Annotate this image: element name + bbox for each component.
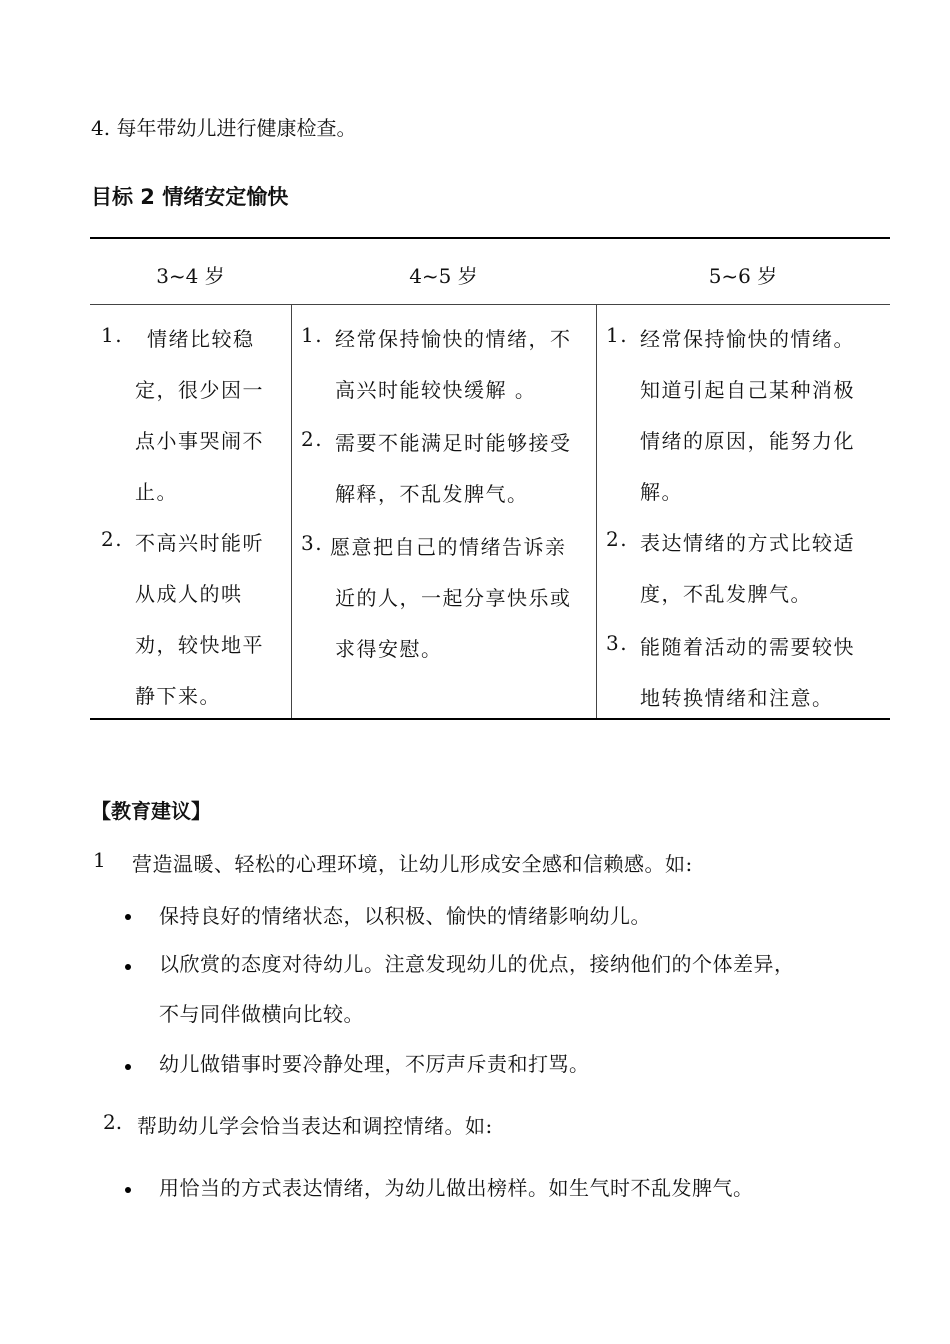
cell-text: 经常保持愉快的情绪。 — [640, 327, 855, 351]
advice-bullet: 幼儿做错事时要冷静处理，不厉声斥责和打骂。 — [159, 1052, 590, 1076]
header-age-3-4: 3~4 岁 — [156, 264, 225, 288]
cell-text: 经常保持愉快的情绪，不 — [335, 327, 572, 351]
table-bottom-rule — [90, 718, 890, 720]
cell-text: 地转换情绪和注意。 — [640, 686, 834, 710]
advice-section-number: 1 — [93, 848, 106, 872]
column-divider — [596, 304, 597, 718]
item-number: 3. — [606, 631, 629, 655]
cell-text: 能随着活动的需要较快 — [640, 635, 855, 659]
advice-bullet-continued: 不与同伴做横向比较。 — [159, 1002, 364, 1026]
advice-bullet: 保持良好的情绪状态，以积极、愉快的情绪影响幼儿。 — [159, 904, 651, 928]
cell-text: 静下来。 — [135, 684, 221, 708]
cell-text: 高兴时能较快缓解 。 — [335, 378, 537, 402]
advice-bullet: 用恰当的方式表达情绪，为幼儿做出榜样。如生气时不乱发脾气。 — [159, 1176, 754, 1200]
cell-text: 情绪的原因，能努力化 — [640, 429, 855, 453]
item-number: 1. — [606, 323, 629, 347]
cell-text: 解释，不乱发脾气。 — [335, 482, 529, 506]
advice-bullet: 以欣赏的态度对待幼儿。注意发现幼儿的优点，接纳他们的个体差异， — [159, 952, 795, 976]
bullet-icon — [125, 914, 131, 920]
item-number: 3. — [301, 531, 324, 555]
item-number: 1. — [101, 323, 124, 347]
goal-title: 目标 2 情绪安定愉快 — [91, 185, 289, 209]
cell-text: 表达情绪的方式比较适 — [640, 531, 855, 555]
header-age-4-5: 4~5 岁 — [409, 264, 478, 288]
cell-text: 解。 — [640, 480, 683, 504]
advice-section-text: 营造温暖、轻松的心理环境，让幼儿形成安全感和信赖感。如: — [132, 852, 693, 876]
cell-text: 近的人，一起分享快乐或 — [335, 586, 572, 610]
bullet-icon — [125, 1187, 131, 1193]
item-number: 2. — [301, 427, 324, 451]
cell-text: 定，很少因一 — [135, 378, 264, 402]
item-number: 1. — [301, 323, 324, 347]
cell-text: 止。 — [135, 480, 178, 504]
cell-text: 情绪比较稳 — [147, 327, 255, 351]
column-divider — [291, 304, 292, 718]
bullet-icon — [125, 1064, 131, 1070]
cell-text: 求得安慰。 — [335, 637, 443, 661]
advice-heading: 【教育建议】 — [91, 799, 211, 823]
table-top-rule — [90, 237, 890, 239]
cell-text: 愿意把自己的情绪告诉亲 — [330, 535, 567, 559]
cell-text: 不高兴时能听 — [135, 531, 264, 555]
intro-item: 4. 每年带幼儿进行健康检查。 — [91, 116, 357, 140]
advice-section-number: 2. — [103, 1110, 123, 1134]
item-number: 2. — [101, 527, 124, 551]
cell-text: 从成人的哄 — [135, 582, 243, 606]
item-number: 2. — [606, 527, 629, 551]
header-age-5-6: 5~6 岁 — [708, 264, 778, 288]
bullet-icon — [125, 964, 131, 970]
advice-section-text: 帮助幼儿学会恰当表达和调控情绪。如: — [137, 1114, 493, 1138]
cell-text: 点小事哭闹不 — [135, 429, 264, 453]
cell-text: 需要不能满足时能够接受 — [335, 431, 572, 455]
cell-text: 知道引起自己某种消极 — [640, 378, 855, 402]
cell-text: 劝，较快地平 — [135, 633, 264, 657]
cell-text: 度，不乱发脾气。 — [640, 582, 812, 606]
table-header-rule — [90, 304, 890, 305]
